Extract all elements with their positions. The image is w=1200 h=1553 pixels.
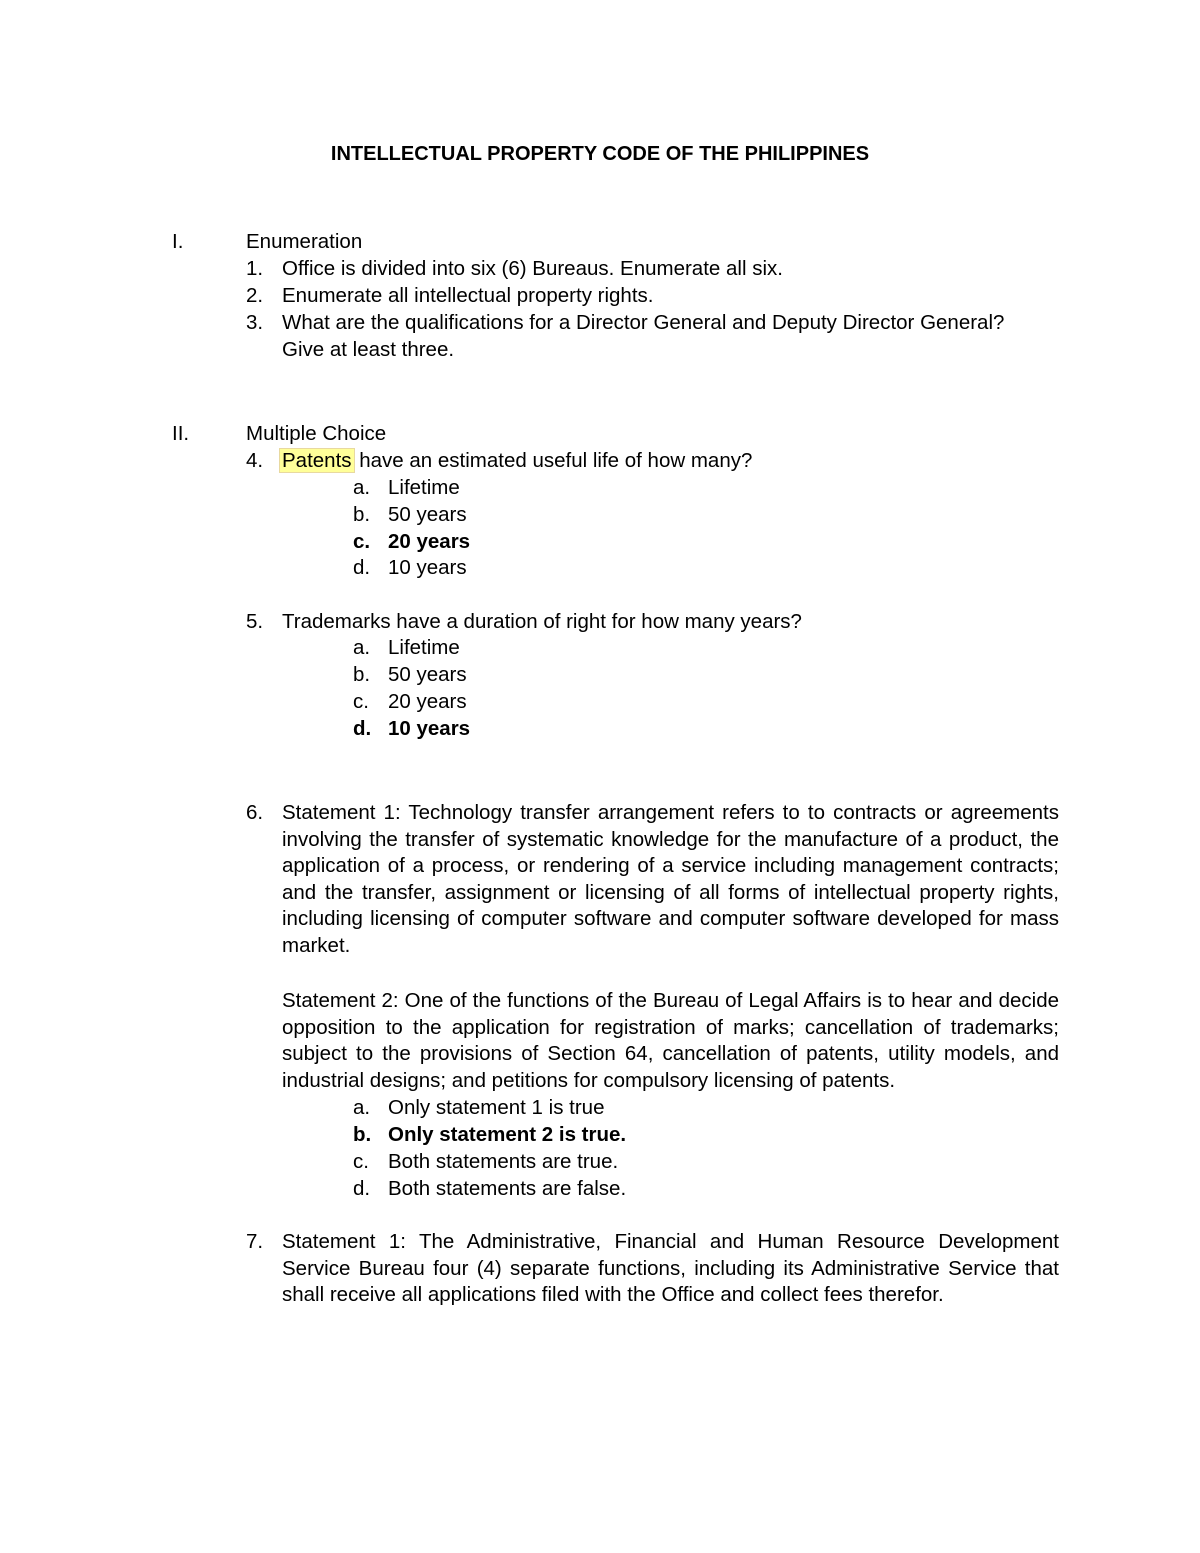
section-numeral-2: II. xyxy=(172,422,190,445)
question-number: 7. xyxy=(246,1230,264,1253)
question-4-text: have an estimated useful life of how many? xyxy=(359,449,753,472)
option-text: Only statement 1 is true xyxy=(388,1096,605,1119)
question-number: 5. xyxy=(246,610,264,633)
option-text: Both statements are true. xyxy=(388,1150,619,1173)
option-letter: d. xyxy=(353,1177,371,1200)
question-5: Trademarks have a duration of right for how many years? xyxy=(282,610,802,633)
question-4 xyxy=(282,448,752,475)
option-text: 50 years xyxy=(388,663,467,686)
option-letter-answer: c. xyxy=(353,530,371,553)
question-6-statement-2: Statement 2: One of the functions of the Bureau of Legal Affairs is to hear and decide opposition to the application for registration of marks; cancellation of trademarks; subject to the provisions of Section 64, cancellation of patents, utility models, and industrial designs; and petitions for compulsory licensing of patents. xyxy=(282,989,1059,1092)
option-letter: a. xyxy=(353,1096,371,1119)
enumeration-item-3: What are the qualifications for a Director General and Deputy Director General? xyxy=(282,311,1005,334)
option-letter: c. xyxy=(353,690,369,713)
option-text: Both statements are false. xyxy=(388,1177,627,1200)
option-letter: b. xyxy=(353,503,371,526)
option-text: Lifetime xyxy=(388,476,460,499)
document-title: INTELLECTUAL PROPERTY CODE OF THE PHILIPPINES xyxy=(330,143,870,165)
option-letter-answer: b. xyxy=(353,1123,372,1146)
question-7-statement-1: Statement 1: The Administrative, Financial and Human Resource Development Service Bureau four (4) separate functions, including its Administrative Service that shall receive all applications filed with the Office and collect fees therefor. xyxy=(282,1230,1059,1306)
item-number: 3. xyxy=(246,311,264,334)
enumeration-item-1: Office is divided into six (6) Bureaus. Enumerate all six. xyxy=(282,257,783,280)
option-text: Lifetime xyxy=(388,636,460,659)
item-number: 1. xyxy=(246,257,264,280)
question-6-statement-1: Statement 1: Technology transfer arrangement refers to to contracts or agreements involving the transfer of systematic knowledge for the manufacture of a product, the application of a process, or rendering of a service including management contracts; and the transfer, assignment or licensing of all forms of intellectual property rights, including licensing of computer software and computer software developed for mass market. xyxy=(282,801,1059,957)
option-text-answer: 20 years xyxy=(388,530,471,553)
enumeration-item-2: Enumerate all intellectual property rights. xyxy=(282,284,654,307)
section-heading-enumeration: Enumeration xyxy=(246,230,363,253)
option-letter-answer: d. xyxy=(353,717,372,740)
option-letter: c. xyxy=(353,1150,369,1173)
enumeration-item-3-continued: Give at least three. xyxy=(282,338,455,361)
item-number: 2. xyxy=(246,284,264,307)
question-number: 4. xyxy=(246,449,264,472)
option-letter: d. xyxy=(353,556,371,579)
option-text: 10 years xyxy=(388,556,467,579)
option-letter: a. xyxy=(353,476,371,499)
option-letter: a. xyxy=(353,636,371,659)
section-numeral-1: I. xyxy=(172,230,184,253)
section-heading-multiple-choice: Multiple Choice xyxy=(246,422,387,445)
option-text: 50 years xyxy=(388,503,467,526)
question-number: 6. xyxy=(246,801,264,824)
option-letter: b. xyxy=(353,663,371,686)
option-text-answer: 10 years xyxy=(388,717,471,740)
highlighted-term: Patents xyxy=(282,449,352,472)
option-text: 20 years xyxy=(388,690,467,713)
option-text-answer: Only statement 2 is true. xyxy=(388,1123,627,1146)
